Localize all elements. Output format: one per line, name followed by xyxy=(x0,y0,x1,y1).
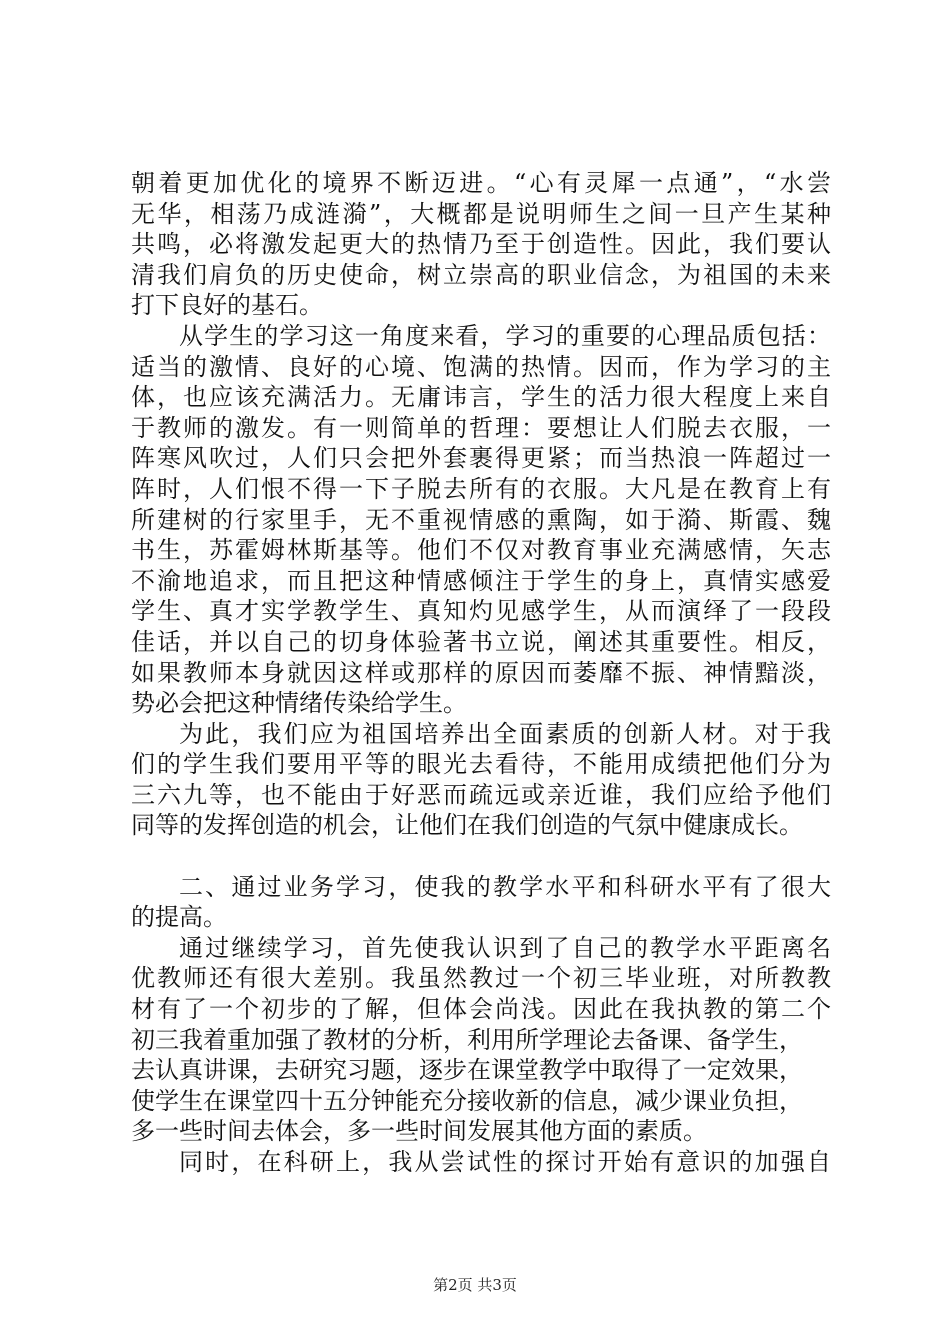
text-line: 学生、真才实学教学生、真知灼见感学生，从而演绎了一段段 xyxy=(131,597,831,626)
text-line: 朝着更加优化的境界不断迈进。“心有灵犀一点通”，“水尝 xyxy=(131,169,831,197)
text-line: 多一些时间去体会，多一些时间发展其他方面的素质。 xyxy=(131,1117,707,1146)
text-line: 使学生在课堂四十五分钟能充分接收新的信息，减少课业负担， xyxy=(131,1086,803,1115)
text-line: 去认真讲课，去研究习题，逐步在课堂教学中取得了一定效果， xyxy=(131,1056,803,1085)
text-line: 阵时，人们恨不得一下子脱去所有的衣服。大凡是在教育上有 xyxy=(131,474,831,503)
text-line: 书生，苏霍姆林斯基等。他们不仅对教育事业充满感情，矢志 xyxy=(131,536,831,565)
document-body xyxy=(131,168,831,1178)
paragraph-first-line: 从学生的学习这一角度来看，学习的重要的心理品质包括： xyxy=(179,321,831,350)
text-line: 无华，相荡乃成涟漪”，大概都是说明师生之间一旦产生某种 xyxy=(131,199,831,228)
text-line: 同等的发挥创造的机会，让他们在我们创造的气氛中健康成长。 xyxy=(131,811,803,840)
text-line: 于教师的激发。有一则简单的哲理：要想让人们脱去衣服，一 xyxy=(131,413,831,442)
text-line: 初三我着重加强了教材的分析，利用所学理论去备课、备学生， xyxy=(131,1025,803,1054)
section-heading: 二、通过业务学习，使我的教学水平和科研水平有了很大 xyxy=(179,872,831,901)
text-line: 共鸣，必将激发起更大的热情乃至于创造性。因此，我们要认 xyxy=(131,230,831,259)
paragraph-first-line: 同时，在科研上，我从尝试性的探讨开始有意识的加强自 xyxy=(179,1148,831,1176)
text-line: 势必会把这种情绪传染给学生。 xyxy=(131,689,467,718)
text-line: 打下良好的基石。 xyxy=(131,291,323,320)
text-line: 体，也应该充满活力。无庸讳言，学生的活力很大程度上来自 xyxy=(131,383,831,412)
text-line: 清我们肩负的历史使命，树立崇高的职业信念，为祖国的未来 xyxy=(131,260,831,289)
text-line: 不渝地追求，而且把这种情感倾注于学生的身上，真情实感爱 xyxy=(131,566,831,595)
text-line: 所建树的行家里手，无不重视情感的熏陶，如于漪、斯霞、魏 xyxy=(131,505,831,534)
text-line: 材有了一个初步的了解，但体会尚浅。因此在我执教的第二个 xyxy=(131,995,831,1024)
paragraph-first-line: 通过继续学习，首先使我认识到了自己的教学水平距离名 xyxy=(179,933,831,962)
text-line: 优教师还有很大差别。我虽然教过一个初三毕业班，对所教教 xyxy=(131,964,831,993)
blank-line xyxy=(131,841,831,872)
text-line: 三六九等，也不能由于好恶而疏远或亲近谁，我们应给予他们 xyxy=(131,780,831,809)
text-line: 佳话，并以自己的切身体验著书立说，阐述其重要性。相反， xyxy=(131,627,831,656)
text-line: 阵寒风吹过，人们只会把外套裹得更紧；而当热浪一阵超过一 xyxy=(131,444,831,473)
text-line: 如果教师本身就因这样或那样的原因而萎靡不振、神情黯淡， xyxy=(131,658,831,687)
page-number-footer: 第2页 共3页 xyxy=(433,1276,517,1294)
text-line: 适当的激情、良好的心境、饱满的热情。因而，作为学习的主 xyxy=(131,352,831,381)
section-heading-continued: 的提高。 xyxy=(131,903,227,932)
text-line: 们的学生我们要用平等的眼光去看待，不能用成绩把他们分为 xyxy=(131,750,831,779)
paragraph-first-line: 为此，我们应为祖国培养出全面素质的创新人材。对于我 xyxy=(179,719,831,748)
